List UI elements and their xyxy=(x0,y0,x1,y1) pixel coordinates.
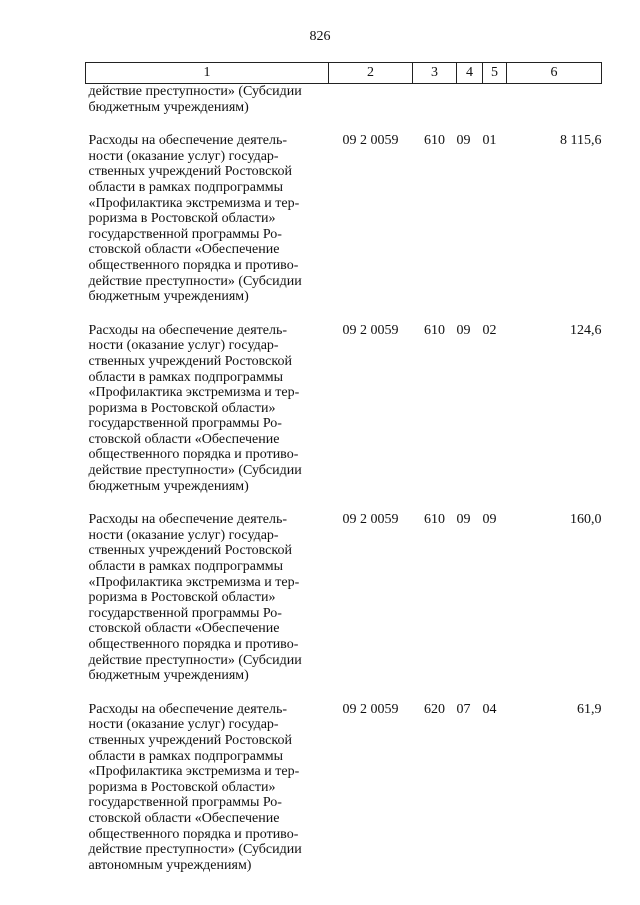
continuation-description xyxy=(86,84,329,134)
header-col-3: 3 xyxy=(413,63,457,84)
desc-line: общественного порядка и противо- xyxy=(88,637,299,652)
table-row xyxy=(86,323,602,513)
desc-line: действие преступности» (Субсидии xyxy=(88,273,302,289)
desc-line: стовской области «Обеспечение xyxy=(88,431,280,447)
row-pr: 09 xyxy=(482,512,497,528)
row-vr: 610 xyxy=(424,133,445,149)
desc-line: стовской области «Обеспечение xyxy=(88,242,280,258)
desc-line: роризма в Ростовской области» xyxy=(88,590,276,606)
desc-line: Расходы на обеспечение деятель- xyxy=(88,133,287,149)
desc-line: государственной программы Ро- xyxy=(88,226,282,242)
row-description xyxy=(86,323,329,513)
desc-line: действие преступности» (Субсидии xyxy=(88,84,302,99)
header-col-4: 4 xyxy=(457,63,483,84)
desc-line: Расходы на обеспечение деятель- xyxy=(88,322,287,338)
row-pr: 04 xyxy=(482,701,497,717)
desc-line: Расходы на обеспечение деятель- xyxy=(88,512,287,528)
table-row xyxy=(86,702,602,892)
row-description xyxy=(86,512,329,702)
row-description xyxy=(86,133,329,323)
row-code: 09 2 0059 xyxy=(342,512,399,528)
desc-line: действие преступности» (Субсидии xyxy=(88,463,302,479)
desc-line: «Профилактика экстремизма и тер- xyxy=(88,195,300,211)
header-col-5: 5 xyxy=(483,63,507,84)
row-vr: 610 xyxy=(424,512,445,528)
desc-line: стовской области «Обеспечение xyxy=(88,621,280,637)
row-vr: 610 xyxy=(424,322,445,338)
desc-line: области в рамках подпрограммы xyxy=(88,559,284,575)
desc-line: ственных учреждений Ростовской xyxy=(88,543,292,559)
header-col-6: 6 xyxy=(507,63,602,84)
table-row xyxy=(86,133,602,323)
row-pr: 02 xyxy=(482,322,497,338)
row-description xyxy=(86,702,329,892)
row-pr: 01 xyxy=(482,133,497,149)
row-code: 09 2 0059 xyxy=(342,701,399,717)
desc-line: государственной программы Ро- xyxy=(88,416,282,432)
desc-line: области в рамках подпрограммы xyxy=(88,369,284,385)
desc-line: бюджетным учреждениям) xyxy=(88,668,249,684)
row-rz: 07 xyxy=(456,701,471,717)
desc-line: бюджетным учреждениям) xyxy=(88,289,249,305)
row-sum: 61,9 xyxy=(577,701,602,717)
desc-line: роризма в Ростовской области» xyxy=(88,779,276,795)
desc-line: ности (оказание услуг) государ- xyxy=(88,338,279,354)
desc-line: Расходы на обеспечение деятель- xyxy=(88,701,287,717)
row-vr: 620 xyxy=(424,701,445,717)
continuation-row xyxy=(86,84,602,134)
row-code: 09 2 0059 xyxy=(342,322,399,338)
desc-line: роризма в Ростовской области» xyxy=(88,400,276,416)
desc-line: ственных учреждений Ростовской xyxy=(88,164,292,180)
desc-line: государственной программы Ро- xyxy=(88,795,282,811)
desc-line: общественного порядка и противо- xyxy=(88,826,299,842)
desc-line: «Профилактика экстремизма и тер- xyxy=(88,385,300,401)
page-number: 826 xyxy=(309,29,331,44)
desc-line: ности (оказание услуг) государ- xyxy=(88,717,279,733)
desc-line: государственной программы Ро- xyxy=(88,605,282,621)
row-sum: 8 115,6 xyxy=(560,133,602,149)
desc-line: действие преступности» (Субсидии xyxy=(88,842,302,858)
header-col-2: 2 xyxy=(329,63,413,84)
desc-line: общественного порядка и противо- xyxy=(88,447,299,463)
row-rz: 09 xyxy=(456,322,471,338)
desc-line: автономным учреждениям) xyxy=(88,857,252,873)
header-col-1: 1 xyxy=(86,63,329,84)
desc-line: «Профилактика экстремизма и тер- xyxy=(88,764,300,780)
desc-line: роризма в Ростовской области» xyxy=(88,211,276,227)
desc-line: ности (оказание услуг) государ- xyxy=(88,527,279,543)
desc-line: общественного порядка и противо- xyxy=(88,257,299,273)
desc-line: «Профилактика экстремизма и тер- xyxy=(88,574,300,590)
desc-line: области в рамках подпрограммы xyxy=(88,179,284,195)
header-row xyxy=(86,63,602,84)
desc-line: области в рамках подпрограммы xyxy=(88,748,284,764)
desc-line: ственных учреждений Ростовской xyxy=(88,353,292,369)
desc-line: стовской области «Обеспечение xyxy=(88,810,280,826)
row-sum: 160,0 xyxy=(570,512,602,528)
desc-line: ности (оказание услуг) государ- xyxy=(88,148,279,164)
table-row xyxy=(86,512,602,702)
row-rz: 09 xyxy=(456,133,471,149)
budget-table xyxy=(85,62,602,891)
row-sum: 124,6 xyxy=(570,322,602,338)
desc-line: бюджетным учреждениям) xyxy=(88,478,249,494)
desc-line: бюджетным учреждениям) xyxy=(88,99,249,115)
desc-line: ственных учреждений Ростовской xyxy=(88,732,292,748)
row-rz: 09 xyxy=(456,512,471,528)
row-code: 09 2 0059 xyxy=(342,133,399,149)
desc-line: действие преступности» (Субсидии xyxy=(88,652,302,668)
